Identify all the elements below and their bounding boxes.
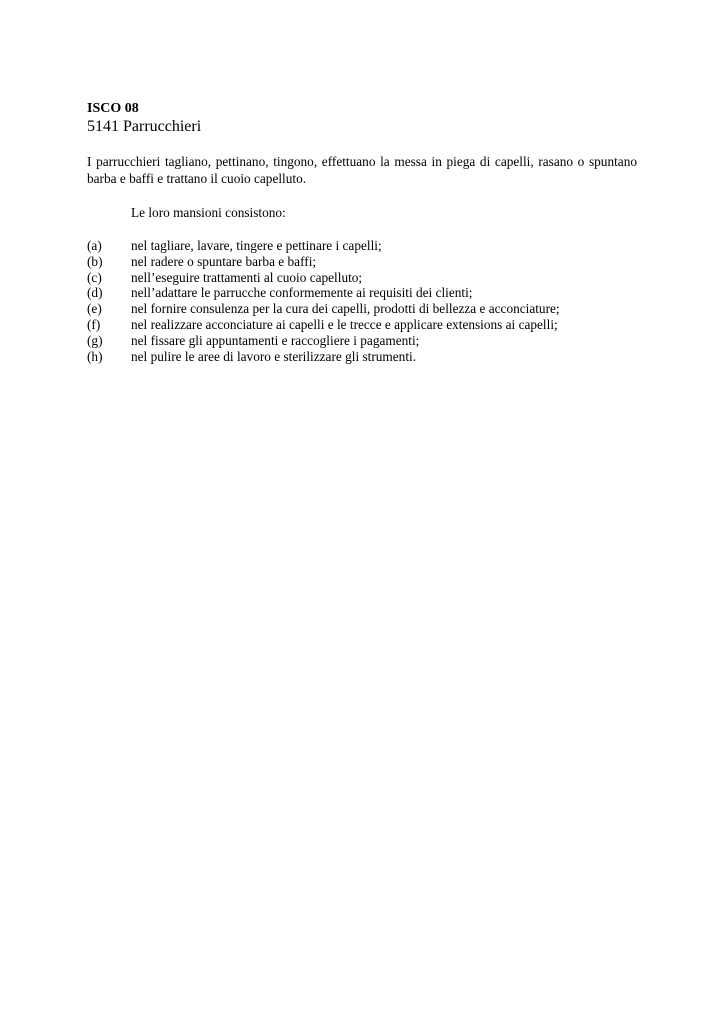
task-item bbox=[87, 285, 637, 301]
task-letter: (b) bbox=[87, 253, 103, 269]
task-item bbox=[87, 238, 637, 254]
task-item bbox=[87, 333, 637, 349]
tasks-list bbox=[87, 238, 637, 364]
tasks-intro: Le loro mansioni consistono: bbox=[131, 205, 286, 220]
isco-code: ISCO 08 bbox=[87, 101, 139, 116]
task-text: nell’eseguire trattamenti al cuoio capelluto; bbox=[131, 269, 363, 285]
task-letter: (h) bbox=[87, 348, 103, 364]
task-text: nel fissare gli appuntamenti e raccogliere i pagamenti; bbox=[131, 332, 420, 348]
document-page bbox=[87, 100, 637, 364]
task-text: nel radere o spuntare barba e baffi; bbox=[131, 253, 317, 269]
task-letter: (e) bbox=[87, 301, 102, 317]
task-text: nel tagliare, lavare, tingere e pettinare i capelli; bbox=[131, 238, 382, 253]
task-letter: (f) bbox=[87, 316, 101, 332]
task-letter: (c) bbox=[87, 269, 102, 285]
task-letter: (g) bbox=[87, 332, 103, 348]
task-text: nell’adattare le parrucche conformemente ai requisiti dei clienti; bbox=[131, 285, 473, 301]
task-item bbox=[87, 349, 637, 365]
task-text: nel fornire consulenza per la cura dei capelli, prodotti di bellezza e acconciature; bbox=[131, 301, 560, 317]
occupation-description: I parrucchieri tagliano, pettinano, tingono, effettuano la messa in piega di capelli, rasano o spuntano barba e baffi e trattano il cuoio capelluto. bbox=[87, 154, 637, 186]
task-item bbox=[87, 254, 637, 270]
task-text: nel realizzare acconciature ai capelli e le trecce e applicare extensions ai capelli; bbox=[131, 316, 558, 332]
task-item bbox=[87, 317, 637, 333]
task-item bbox=[87, 270, 637, 286]
task-item bbox=[87, 301, 637, 317]
task-text: nel pulire le aree di lavoro e sterilizzare gli strumenti. bbox=[131, 348, 417, 364]
task-letter: (d) bbox=[87, 285, 103, 301]
occupation-title: 5141 Parrucchieri bbox=[87, 118, 202, 135]
task-letter: (a) bbox=[87, 238, 102, 253]
